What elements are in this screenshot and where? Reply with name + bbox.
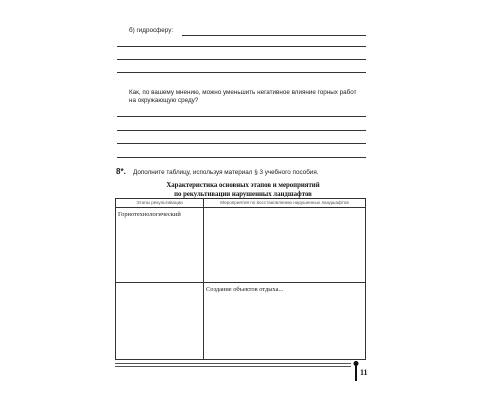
measures-cell[interactable] — [204, 283, 366, 360]
section-b-label: б) гидросферу: — [129, 27, 174, 34]
answer-line[interactable] — [117, 116, 366, 117]
table-title-line-1: Характеристика основных этапов и мероприятий — [166, 182, 320, 189]
header-stages: Этапы рекультивации — [116, 199, 204, 208]
header-measures: Мероприятия по восстановлению нарушенных ландшафтов — [204, 199, 366, 208]
table-title-line-2: по рекультивации нарушенных ландшафтов — [174, 191, 312, 198]
answer-line[interactable] — [117, 143, 366, 144]
page-marker-icon — [353, 360, 359, 382]
task-number: 8*. — [116, 167, 126, 176]
answer-line[interactable] — [117, 130, 366, 131]
measures-cell[interactable] — [204, 208, 366, 283]
reclamation-table — [115, 198, 366, 360]
stage-cell[interactable] — [116, 208, 204, 283]
stage-text — [116, 283, 203, 286]
page-number: 11 — [360, 368, 368, 377]
question-line-2: на окружающую среду? — [129, 97, 199, 104]
table-header-row — [116, 199, 366, 208]
footer-rule — [115, 366, 351, 367]
question-line-1: Как, по вашему мнению, можно уменьшить негативное влияние горных работ — [129, 89, 357, 96]
measures-text: Создание объектов отдыха... — [206, 286, 284, 293]
footer-rule — [115, 363, 351, 364]
table-row — [116, 208, 366, 283]
measures-text — [204, 208, 365, 211]
table-title — [118, 181, 368, 199]
task-instruction: Дополните таблицу, используя материал § 3 учебного пособия. — [133, 169, 319, 176]
answer-line[interactable] — [117, 59, 366, 60]
answer-line[interactable] — [117, 157, 366, 158]
stage-text: Горнотехнологический — [118, 211, 181, 218]
answer-line[interactable] — [117, 72, 366, 73]
table-row — [116, 283, 366, 360]
answer-line[interactable] — [182, 35, 366, 36]
answer-line[interactable] — [117, 46, 366, 47]
stage-cell[interactable] — [116, 283, 204, 360]
